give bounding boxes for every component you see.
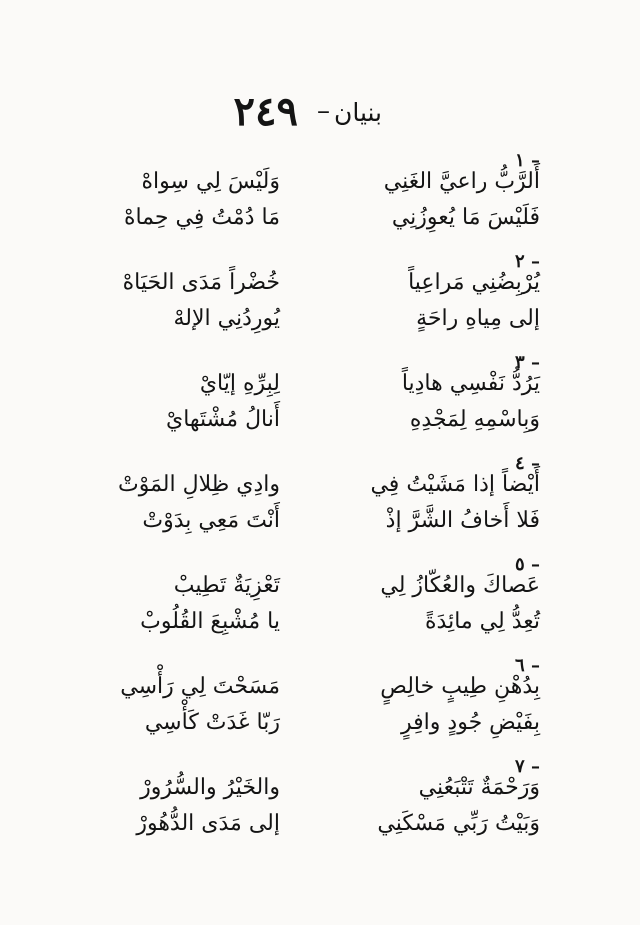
verse-hemistich: لِبِرِّهِ إيّايْ — [199, 371, 280, 396]
stanza-2 — [0, 251, 640, 351]
verse-hemistich: يَرُدُّ نَفْسِي هادِياً — [401, 371, 540, 396]
verse-hemistich: تُعِدُّ لِي مائِدَةً — [425, 609, 540, 634]
verse-hemistich: تَعْزِيَةٌ تَطِيبْ — [173, 573, 280, 598]
verse-hemistich: وادِي ظِلالِ المَوْتْ — [118, 472, 280, 497]
verse-hemistich: رَبّا غَدَتْ كَأْسِي — [144, 710, 280, 735]
stanza-7 — [0, 756, 640, 856]
stanza-3 — [0, 352, 640, 452]
verse-hemistich: إلى مَدَى الدُّهُورْ — [136, 811, 280, 836]
page-header — [0, 88, 640, 140]
stanza-number: ٥ – — [515, 554, 540, 575]
stanza-number: ٦ – — [515, 655, 540, 676]
verse-hemistich: فَلَيْسَ مَا يُعوِزُنِي — [391, 205, 540, 230]
stanza-4 — [0, 453, 640, 553]
stanza-number: ٣ – — [515, 352, 540, 373]
verse-hemistich: والخَيْرُ والسُّرُورْ — [140, 775, 280, 800]
stanza-number: ٧ – — [515, 756, 540, 777]
verse-hemistich: خُضْراً مَدَى الحَيَاهْ — [122, 270, 280, 295]
verse-hemistich: يا مُشْبِعَ القُلُوبْ — [140, 609, 280, 634]
verse-hemistich: وَلَيْسَ لِي سِواهْ — [141, 169, 280, 194]
stanza-number: ١ – — [515, 150, 540, 171]
hymn-title: بنيان — [333, 98, 382, 127]
verse-hemistich: عَصاكَ والعُكّازُ لِي — [380, 573, 540, 598]
verse-hemistich: وَبَيْتُ رَبِّي مَسْكَنِي — [377, 811, 540, 836]
verse-hemistich: وَبِاسْمِهِ لِمَجْدِهِ — [409, 407, 540, 432]
verse-hemistich: إلى مِياهِ راحَةٍ — [416, 306, 540, 331]
stanza-6 — [0, 655, 640, 755]
verse-hemistich: يُرْبِضُنِي مَراعِياً — [408, 270, 540, 295]
verse-hemistich: مَا دُمْتُ فِي حِماهْ — [123, 205, 280, 230]
verse-hemistich: وَرَحْمَةٌ تَتْبَعُنِي — [418, 775, 540, 800]
stanza-5 — [0, 554, 640, 654]
stanza-1 — [0, 150, 640, 250]
verse-hemistich: أَنْتَ مَعِي بِدَوْتْ — [142, 508, 280, 533]
verse-hemistich: يُورِدُنِي الإلهْ — [173, 306, 280, 331]
header-dash: – — [317, 96, 330, 126]
hymn-number: ٢٤٩ — [233, 88, 298, 135]
verse-hemistich: أَيْضاً إذا مَشَيْتُ فِي — [370, 472, 540, 497]
verse-hemistich: فَلا أَخافُ الشَّرَّ إذْ — [385, 508, 540, 533]
stanza-number: ٤ – — [515, 453, 540, 474]
verse-hemistich: أَلرَّبُّ راعيَّ الغَنِي — [383, 169, 540, 194]
verse-hemistich: بِدُهْنِ طِيبٍ خالِصٍ — [380, 674, 540, 699]
stanza-number: ٢ – — [515, 251, 540, 272]
verse-hemistich: مَسَحْتَ لِي رَأْسِي — [120, 674, 280, 699]
verse-hemistich: بِفَيْضِ جُودٍ وافِرٍ — [401, 710, 540, 735]
verse-hemistich: أَنالُ مُشْتَهايْ — [165, 407, 280, 432]
